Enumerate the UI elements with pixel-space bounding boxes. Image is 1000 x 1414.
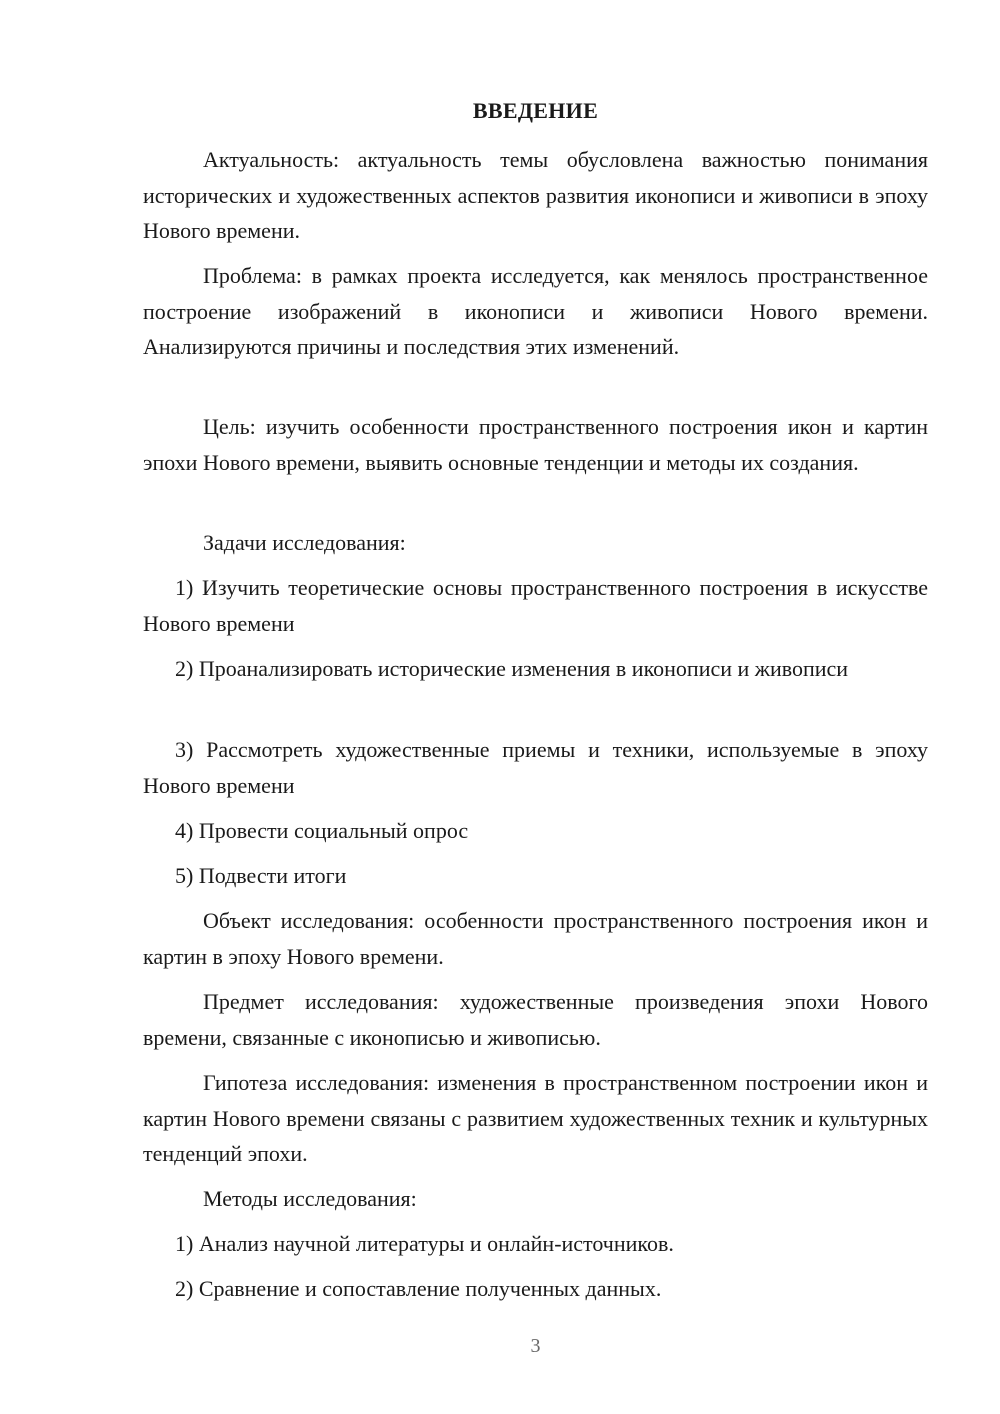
list-item-task-5: 5) Подвести итоги bbox=[175, 863, 347, 888]
list-item-method-2: 2) Сравнение и сопоставление полученных данных. bbox=[175, 1276, 662, 1301]
list-item-task-4: 4) Провести социальный опрос bbox=[175, 818, 469, 843]
page-number: 3 bbox=[530, 1335, 541, 1357]
paragraph-object: Объект исследования: особенности пространственного построения икон и картин в эпоху Нового времени. bbox=[143, 908, 928, 969]
paragraph-subject: Предмет исследования: художественные произведения эпохи Нового времени, связанные с иконописью и живописью. bbox=[143, 989, 928, 1050]
paragraph-hypothesis: Гипотеза исследования: изменения в пространственном построении икон и картин Нового времени связаны с развитием художественных техник и культурных тенденций эпохи. bbox=[143, 1070, 928, 1166]
paragraph-methods-title: Методы исследования: bbox=[203, 1186, 417, 1211]
document-page bbox=[143, 0, 928, 1414]
list-item-task-1: 1) Изучить теоретические основы пространственного построения в искусстве Нового времени bbox=[143, 575, 928, 636]
paragraph-problem: Проблема: в рамках проекта исследуется, как менялось пространственное построение изображений в иконописи и живописи Нового времени. Анализируются причины и последствия этих изменений. bbox=[143, 263, 928, 359]
list-item-task-3: 3) Рассмотреть художественные приемы и техники, используемые в эпоху Нового времени bbox=[143, 737, 928, 798]
paragraph-tasks-title: Задачи исследования: bbox=[203, 530, 406, 555]
section-heading: ВВЕДЕНИЕ bbox=[472, 98, 599, 123]
paragraph-relevance: Актуальность: актуальность темы обусловлена важностью понимания исторических и художественных аспектов развития иконописи и живописи в эпоху Нового времени. bbox=[143, 147, 928, 243]
list-item-method-1: 1) Анализ научной литературы и онлайн-источников. bbox=[175, 1231, 674, 1256]
paragraph-goal: Цель: изучить особенности пространственного построения икон и картин эпохи Нового времени, выявить основные тенденции и методы их создания. bbox=[143, 414, 928, 475]
list-item-task-2: 2) Проанализировать исторические изменения в иконописи и живописи bbox=[175, 656, 849, 681]
